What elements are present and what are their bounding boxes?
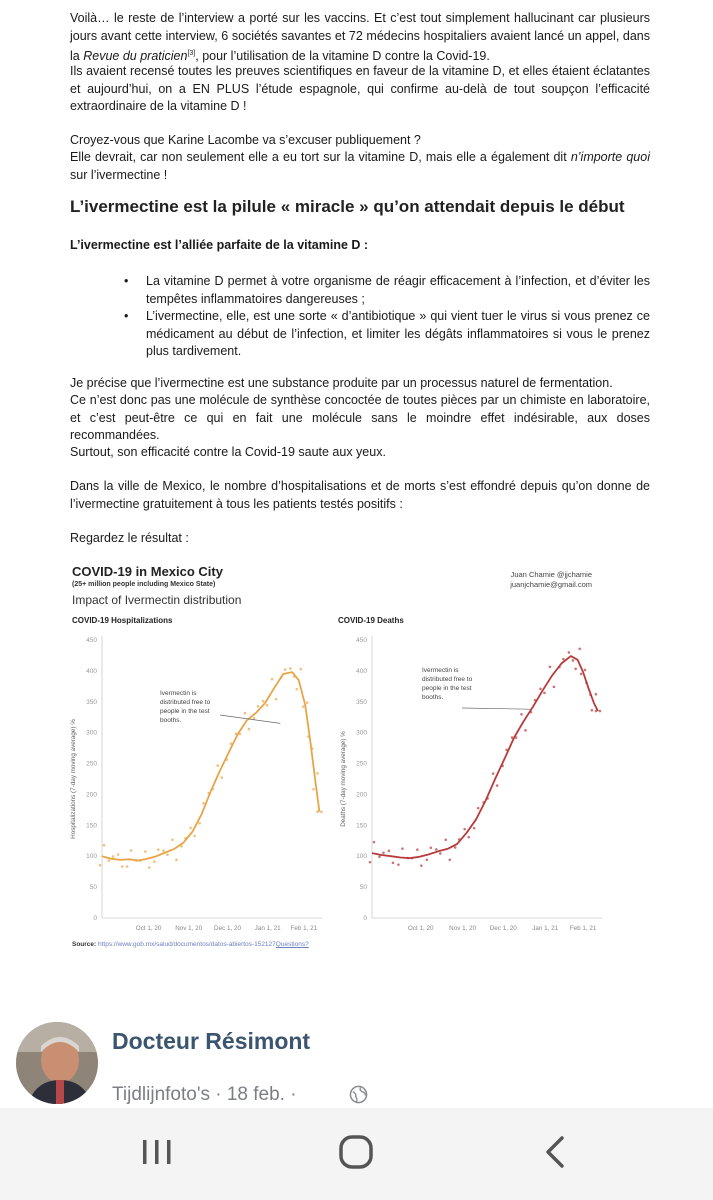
x-tick-label: Jan 1, 21 (254, 925, 281, 932)
data-point (378, 855, 381, 858)
data-point (175, 859, 178, 862)
data-point (574, 667, 577, 670)
data-point (202, 802, 205, 805)
y-tick-label: 450 (356, 637, 367, 644)
data-point (524, 729, 527, 732)
data-point (148, 866, 151, 869)
y-tick-label: 350 (86, 698, 97, 706)
avatar-image (16, 1022, 98, 1104)
data-point (595, 693, 598, 696)
y-tick-label: 50 (89, 884, 97, 892)
series-line (372, 656, 598, 858)
chart-annotation: Ivermectin is (160, 690, 197, 697)
y-tick-label: 400 (86, 667, 97, 675)
list-item: • L’ivermectine, elle, est une sorte « d’antibiotique » qui vient tuer le virus si vous prenez ce médicament au début de l’infection, et limiter les dégâts inflammatoires si vous le prenez plus tardivement. (120, 308, 650, 361)
data-point (420, 864, 423, 867)
data-point (266, 704, 269, 707)
data-point (599, 710, 602, 713)
y-tick-label: 250 (356, 760, 367, 768)
data-point (306, 701, 309, 704)
y-tick-label: 0 (363, 915, 367, 922)
article-paragraph-2: Ils avaient recensé toutes les preuves scientifiques en faveur de la vitamine D, et elles étaient éclatantes et aujourd’hui, on a EN PLUS l’étude espagnole, qui confirme au-delà de tout soupçon l’efficacité extraordinaire de la vitamine D ! (70, 64, 650, 113)
data-point (112, 855, 115, 858)
data-point (244, 712, 247, 715)
data-point (392, 862, 395, 865)
chart-annotation: distributed free to (160, 699, 211, 706)
data-point (444, 839, 447, 842)
y-axis-label: Deaths (7-day moving average) % (340, 731, 347, 827)
data-point (262, 700, 265, 703)
y-tick-label: 250 (86, 760, 97, 768)
data-point (572, 659, 575, 662)
post-meta: Tijdlijnfoto's · 18 feb. · (112, 1084, 297, 1105)
data-point (320, 810, 323, 813)
data-point (312, 788, 315, 791)
x-tick-label: Oct 1, 20 (407, 925, 434, 932)
data-point (553, 686, 556, 689)
x-tick-label: Jan 1, 21 (532, 925, 559, 932)
data-point (295, 688, 298, 691)
data-point (382, 851, 385, 854)
x-tick-label: Feb 1, 21 (569, 925, 597, 932)
section-subheading: L’ivermectine est l’alliée parfaite de la vitamine D : (70, 238, 369, 252)
x-tick-label: Nov 1, 20 (175, 925, 203, 932)
data-point (426, 858, 429, 861)
charts-svg (60, 560, 620, 940)
data-point (397, 863, 400, 866)
data-point (275, 698, 278, 701)
data-point (473, 827, 476, 830)
data-point (171, 839, 174, 842)
chart-annotation: Ivermectin is (422, 667, 459, 674)
y-tick-label: 0 (93, 915, 97, 922)
data-point (253, 717, 256, 720)
data-point (299, 668, 302, 671)
data-point (117, 853, 120, 856)
avatar[interactable] (16, 1022, 98, 1104)
y-tick-label: 150 (356, 822, 367, 830)
y-tick-label: 100 (86, 853, 97, 861)
data-point (448, 859, 451, 862)
chart-annotation: people in the test (160, 708, 210, 715)
x-tick-label: Oct 1, 20 (135, 925, 162, 932)
y-tick-label: 100 (356, 853, 367, 861)
data-point (166, 853, 169, 856)
data-point (578, 647, 581, 650)
figure-subtitle-2: Impact of Ivermectin distribution (72, 593, 242, 607)
article-paragraph-8: Dans la ville de Mexico, le nombre d’hospitalisations et de morts s’est effondré depuis qu’on donne de l’ivermectine gratuitement à tous les patients testés positifs : (70, 479, 650, 511)
data-point (492, 772, 495, 775)
data-point (373, 841, 376, 844)
data-point (549, 666, 552, 669)
panel-title: COVID-19 Hospitalizations (72, 616, 173, 625)
y-tick-label: 300 (86, 729, 97, 737)
data-point (401, 847, 404, 850)
article-paragraph-5: Je précise que l’ivermectine est une substance produite par un processus naturel de fermentation. (70, 376, 613, 390)
x-tick-label: Dec 1, 20 (214, 925, 242, 932)
data-point (126, 865, 129, 868)
data-point (153, 860, 156, 863)
y-tick-label: 350 (356, 698, 367, 706)
data-point (388, 850, 391, 853)
y-tick-label: 400 (356, 667, 367, 675)
data-point (144, 850, 147, 853)
x-tick-label: Feb 1, 21 (290, 925, 318, 932)
data-point (584, 669, 587, 672)
data-point (198, 822, 201, 825)
data-point (463, 828, 466, 831)
data-point (316, 772, 319, 775)
data-point (430, 846, 433, 849)
data-point (416, 848, 419, 851)
data-point (316, 810, 319, 813)
data-point (193, 835, 196, 838)
x-tick-label: Dec 1, 20 (489, 925, 517, 932)
chart-annotation: people in the test (422, 685, 472, 692)
data-point (439, 852, 442, 855)
data-point (220, 776, 223, 779)
section-heading: L’ivermectine est la pilule « miracle » qu’on attendait depuis le début (70, 197, 625, 216)
data-point (477, 807, 480, 810)
article-paragraph-3: Croyez-vous que Karine Lacombe va s’excuser publiquement ? (70, 133, 421, 147)
y-tick-label: 200 (356, 791, 367, 799)
article-paragraph-4: Elle devrait, car non seulement elle a eu tort sur la vitamine D, mais elle a également dit n’importe quoi sur l’ivermectine ! (70, 150, 650, 182)
data-point (99, 864, 102, 867)
data-point (284, 668, 287, 671)
poster-name[interactable]: Docteur Résimont (112, 1028, 311, 1054)
covid-chart-figure (60, 560, 620, 960)
data-point (216, 764, 219, 767)
panel-title: COVID-19 Deaths (338, 616, 404, 625)
y-tick-label: 450 (86, 637, 97, 644)
data-point (121, 865, 124, 868)
figure-author: Juan Chamie @jjchamie juanjchamie@gmail.com (510, 570, 592, 589)
x-tick-label: Nov 1, 20 (449, 925, 477, 932)
data-point (302, 705, 305, 708)
data-point (130, 849, 133, 852)
chart-annotation: booths. (422, 694, 444, 701)
data-point (103, 844, 106, 847)
data-point (496, 784, 499, 787)
data-point (591, 709, 594, 712)
data-point (369, 861, 372, 864)
globe-icon (349, 1085, 368, 1104)
data-point (157, 848, 160, 851)
data-point (568, 651, 571, 654)
annotation-arrow (462, 708, 531, 709)
home-icon[interactable] (326, 1128, 386, 1178)
figure-title: COVID-19 in Mexico City (72, 564, 223, 579)
data-point (108, 859, 111, 862)
y-axis-label: Hospitalizations (7-day moving average) % (70, 719, 77, 839)
data-point (271, 678, 274, 681)
article-paragraph-9: Regardez le résultat : (70, 531, 189, 545)
y-tick-label: 150 (86, 822, 97, 830)
back-icon[interactable] (526, 1128, 586, 1178)
data-point (435, 848, 438, 851)
series-line (102, 672, 319, 860)
data-point (562, 658, 565, 661)
list-item: • La vitamine D permet à votre organisme de réagir efficacement à l’infection, et d’éviter les tempêtes inflammatoires dangereuses ; (120, 273, 650, 308)
figure-source: Source: https://www.gob.mx/salud/documentos/datos-abiertos-152127Questions? (72, 941, 309, 948)
chart-annotation: distributed free to (422, 676, 473, 683)
data-point (248, 728, 251, 731)
data-point (520, 713, 523, 716)
data-point (257, 705, 260, 708)
data-point (467, 836, 470, 839)
article-paragraph-1: Voilà… le reste de l’interview a porté sur les vaccins. Et c’est tout simplement hallucinant car plusieurs jours avant cette interview, 6 sociétés savantes et 72 médecins hospitaliers avaient lancé un appel, dans la Revue du praticien[3], pour l’utilisation de la vitamine D contre la Covid-19. (70, 11, 650, 64)
data-point (189, 827, 192, 830)
data-point (580, 673, 583, 676)
data-point (454, 846, 457, 849)
data-point (543, 692, 546, 695)
y-tick-label: 200 (86, 791, 97, 799)
annotation-arrow (220, 715, 280, 723)
figure-subtitle: (25+ million people including Mexico State) (72, 581, 216, 588)
bullet-list (120, 273, 650, 361)
article-paragraph-7: Surtout, son efficacité contre la Covid-19 saute aux yeux. (70, 445, 386, 459)
recent-apps-icon[interactable] (127, 1128, 187, 1178)
data-point (539, 688, 542, 691)
data-point (162, 849, 165, 852)
chart-annotation: booths. (160, 717, 182, 724)
data-point (289, 667, 292, 670)
y-tick-label: 300 (356, 729, 367, 737)
article-paragraph-6: Ce n’est donc pas une molécule de synthèse concoctée de toutes pièces par un chimiste en laboratoire, et c’est peut-être ce qui en fait une molécule sans le moindre effet indésirable, aux doses recommandées. (70, 393, 650, 442)
y-tick-label: 50 (359, 884, 367, 892)
